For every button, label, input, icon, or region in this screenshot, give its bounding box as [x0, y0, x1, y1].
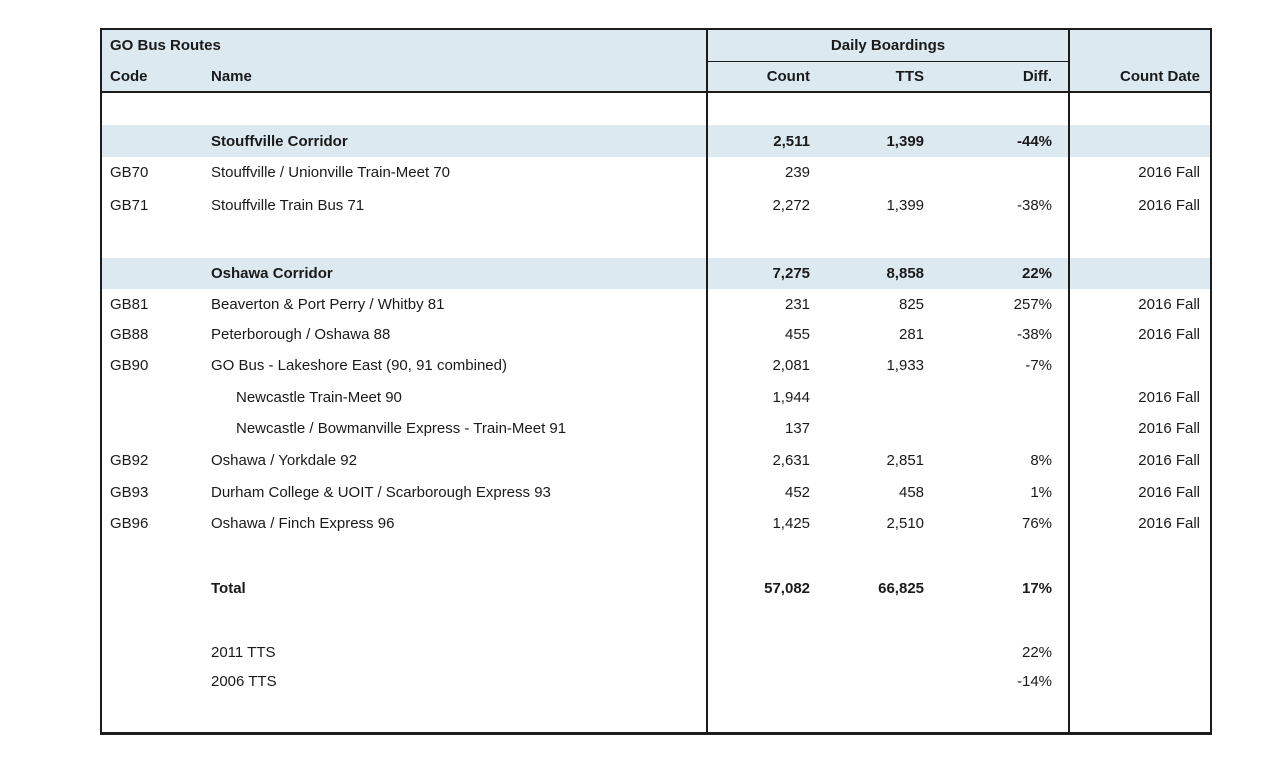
- table-body: [101, 92, 1211, 733]
- note-row: [101, 667, 1211, 695]
- blank-row: [101, 695, 1211, 733]
- diff-cell: 1%: [1030, 484, 1053, 501]
- route-row: [101, 477, 1211, 508]
- code-cell: [101, 125, 211, 157]
- tts-cell: [816, 92, 929, 125]
- name-cell: Newcastle Train-Meet 90: [236, 388, 402, 406]
- diff-cell: [929, 223, 1069, 258]
- date-cell: 2016 Fall: [1069, 187, 1211, 223]
- code-cell: [101, 667, 211, 695]
- name-cell: [211, 223, 707, 258]
- count-cell: 2,631: [707, 444, 816, 477]
- diff-cell: 8%: [1030, 452, 1053, 469]
- header-daily-boardings: Daily Boardings: [707, 29, 1069, 61]
- route-row: [101, 157, 1211, 187]
- code-cell: [101, 92, 211, 125]
- date-cell: 2016 Fall: [1069, 381, 1211, 413]
- header-count: Count: [707, 61, 816, 92]
- name-cell: [211, 695, 707, 733]
- code-cell: [101, 539, 211, 572]
- diff-cell: [929, 381, 1069, 413]
- blank-row: [101, 223, 1211, 258]
- code-cell: [101, 638, 211, 667]
- name-cell: Oshawa Corridor: [211, 258, 707, 289]
- count-cell: [707, 604, 816, 638]
- route-row: [101, 444, 1211, 477]
- code-cell: GB81: [110, 295, 149, 313]
- go-bus-routes-table: [100, 28, 1212, 735]
- diff-cell: [929, 157, 1069, 187]
- route-row: [101, 349, 1211, 381]
- date-cell: [1069, 92, 1211, 125]
- count-cell: [707, 92, 816, 125]
- tts-cell: 2,851: [886, 452, 925, 469]
- code-cell: GB92: [110, 452, 149, 469]
- name-cell: Beaverton & Port Perry / Whitby 81: [211, 295, 445, 313]
- blank-row: [101, 539, 1211, 572]
- code-cell: [101, 381, 211, 413]
- count-cell: [707, 539, 816, 572]
- count-cell: 2,081: [707, 349, 816, 381]
- diff-cell: 22%: [1021, 644, 1053, 661]
- tts-cell: [816, 223, 929, 258]
- name-cell: [211, 539, 707, 572]
- header-diff: Diff.: [929, 61, 1069, 92]
- route-row: [101, 319, 1211, 349]
- count-cell: 1,425: [707, 508, 816, 539]
- code-cell: [101, 413, 211, 444]
- diff-cell: 76%: [1021, 515, 1053, 532]
- tts-cell: 8,858: [816, 258, 929, 289]
- name-cell: [211, 92, 707, 125]
- tts-cell: [816, 157, 929, 187]
- count-cell: 239: [707, 157, 816, 187]
- date-cell: [1069, 638, 1211, 667]
- note-row: [101, 638, 1211, 667]
- header-go-bus-routes: GO Bus Routes: [101, 29, 707, 61]
- date-cell: 2016 Fall: [1069, 477, 1211, 508]
- date-cell: [1069, 349, 1211, 381]
- route-row: [101, 187, 1211, 223]
- count-cell: 7,275: [707, 258, 816, 289]
- tts-cell: [816, 381, 929, 413]
- date-cell: [1069, 604, 1211, 638]
- tts-cell: 2,510: [886, 515, 925, 532]
- tts-cell: [816, 539, 929, 572]
- code-cell: GB70: [110, 163, 149, 181]
- code-cell: [101, 695, 211, 733]
- date-cell: 2016 Fall: [1069, 157, 1211, 187]
- date-cell: 2016 Fall: [1069, 289, 1211, 319]
- diff-cell: -14%: [1016, 672, 1053, 690]
- name-cell: GO Bus - Lakeshore East (90, 91 combined): [211, 356, 507, 374]
- name-cell: [211, 604, 707, 638]
- count-cell: 2,511: [707, 125, 816, 157]
- count-cell: 231: [707, 289, 816, 319]
- name-cell: 2006 TTS: [211, 672, 277, 690]
- diff-cell: [929, 604, 1069, 638]
- header-count-date: Count Date: [1069, 29, 1211, 92]
- date-cell: [1069, 223, 1211, 258]
- diff-cell: 17%: [1021, 579, 1053, 597]
- blank-row: [101, 604, 1211, 638]
- date-cell: 2016 Fall: [1069, 319, 1211, 349]
- date-cell: 2016 Fall: [1069, 413, 1211, 444]
- date-cell: [1069, 667, 1211, 695]
- header-tts: TTS: [816, 61, 929, 92]
- date-cell: [1069, 125, 1211, 157]
- name-cell: Stouffville / Unionville Train-Meet 70: [211, 163, 451, 181]
- diff-cell: -44%: [929, 125, 1069, 157]
- diff-cell: -7%: [1025, 356, 1053, 374]
- count-cell: 452: [707, 477, 816, 508]
- section-row: [101, 125, 1211, 157]
- subroute-row: [101, 413, 1211, 444]
- blank-row: [101, 92, 1211, 125]
- route-row: [101, 508, 1211, 539]
- code-cell: GB96: [110, 515, 149, 532]
- count-cell: [707, 638, 816, 667]
- name-cell: Oshawa / Finch Express 96: [211, 515, 395, 532]
- tts-cell: 1,399: [886, 196, 925, 214]
- code-cell: GB88: [110, 325, 149, 343]
- diff-cell: [929, 539, 1069, 572]
- table-header: [101, 29, 1211, 92]
- diff-cell: 257%: [1013, 295, 1053, 313]
- name-cell: Peterborough / Oshawa 88: [211, 325, 391, 343]
- date-cell: [1069, 539, 1211, 572]
- code-cell: [101, 258, 211, 289]
- code-cell: [101, 223, 211, 258]
- date-cell: 2016 Fall: [1069, 444, 1211, 477]
- tts-cell: 281: [898, 325, 925, 343]
- date-cell: 2016 Fall: [1069, 508, 1211, 539]
- header-code: Code: [101, 61, 211, 92]
- count-cell: [707, 695, 816, 733]
- subroute-row: [101, 381, 1211, 413]
- header-group-row: [101, 29, 1211, 61]
- diff-cell: [929, 92, 1069, 125]
- tts-cell: 1,933: [886, 356, 925, 374]
- total-row: [101, 572, 1211, 604]
- count-cell: [707, 223, 816, 258]
- code-cell: GB71: [110, 196, 149, 214]
- header-name: Name: [211, 61, 707, 92]
- tts-cell: [816, 604, 929, 638]
- date-cell: [1069, 572, 1211, 604]
- code-cell: [101, 604, 211, 638]
- code-cell: [101, 572, 211, 604]
- count-cell: 455: [707, 319, 816, 349]
- name-cell: Total: [211, 579, 246, 597]
- date-cell: [1069, 258, 1211, 289]
- tts-cell: 458: [898, 484, 925, 501]
- diff-cell: -38%: [1016, 325, 1053, 343]
- count-cell: 137: [707, 413, 816, 444]
- tts-cell: 1,399: [816, 125, 929, 157]
- tts-cell: [816, 667, 929, 695]
- tts-cell: 825: [898, 295, 925, 313]
- count-cell: 1,944: [707, 381, 816, 413]
- tts-cell: [816, 413, 929, 444]
- name-cell: Stouffville Train Bus 71: [211, 196, 365, 214]
- name-cell: Newcastle / Bowmanville Express - Train-Meet 91: [236, 420, 567, 437]
- date-cell: [1069, 695, 1211, 733]
- count-cell: 2,272: [707, 187, 816, 223]
- tts-cell: 66,825: [878, 579, 925, 597]
- tts-cell: [816, 638, 929, 667]
- tts-cell: [816, 695, 929, 733]
- section-row: [101, 258, 1211, 289]
- route-row: [101, 289, 1211, 319]
- count-cell: 57,082: [707, 572, 816, 604]
- diff-cell: 22%: [929, 258, 1069, 289]
- name-cell: Oshawa / Yorkdale 92: [211, 452, 357, 469]
- diff-cell: [929, 695, 1069, 733]
- count-cell: [707, 667, 816, 695]
- name-cell: 2011 TTS: [211, 644, 276, 661]
- diff-cell: -38%: [1016, 196, 1053, 214]
- header-columns-row: [101, 61, 1211, 92]
- code-cell: GB90: [110, 356, 149, 374]
- code-cell: GB93: [110, 484, 149, 501]
- name-cell: Durham College & UOIT / Scarborough Express 93: [211, 484, 551, 501]
- name-cell: Stouffville Corridor: [211, 125, 707, 157]
- diff-cell: [929, 413, 1069, 444]
